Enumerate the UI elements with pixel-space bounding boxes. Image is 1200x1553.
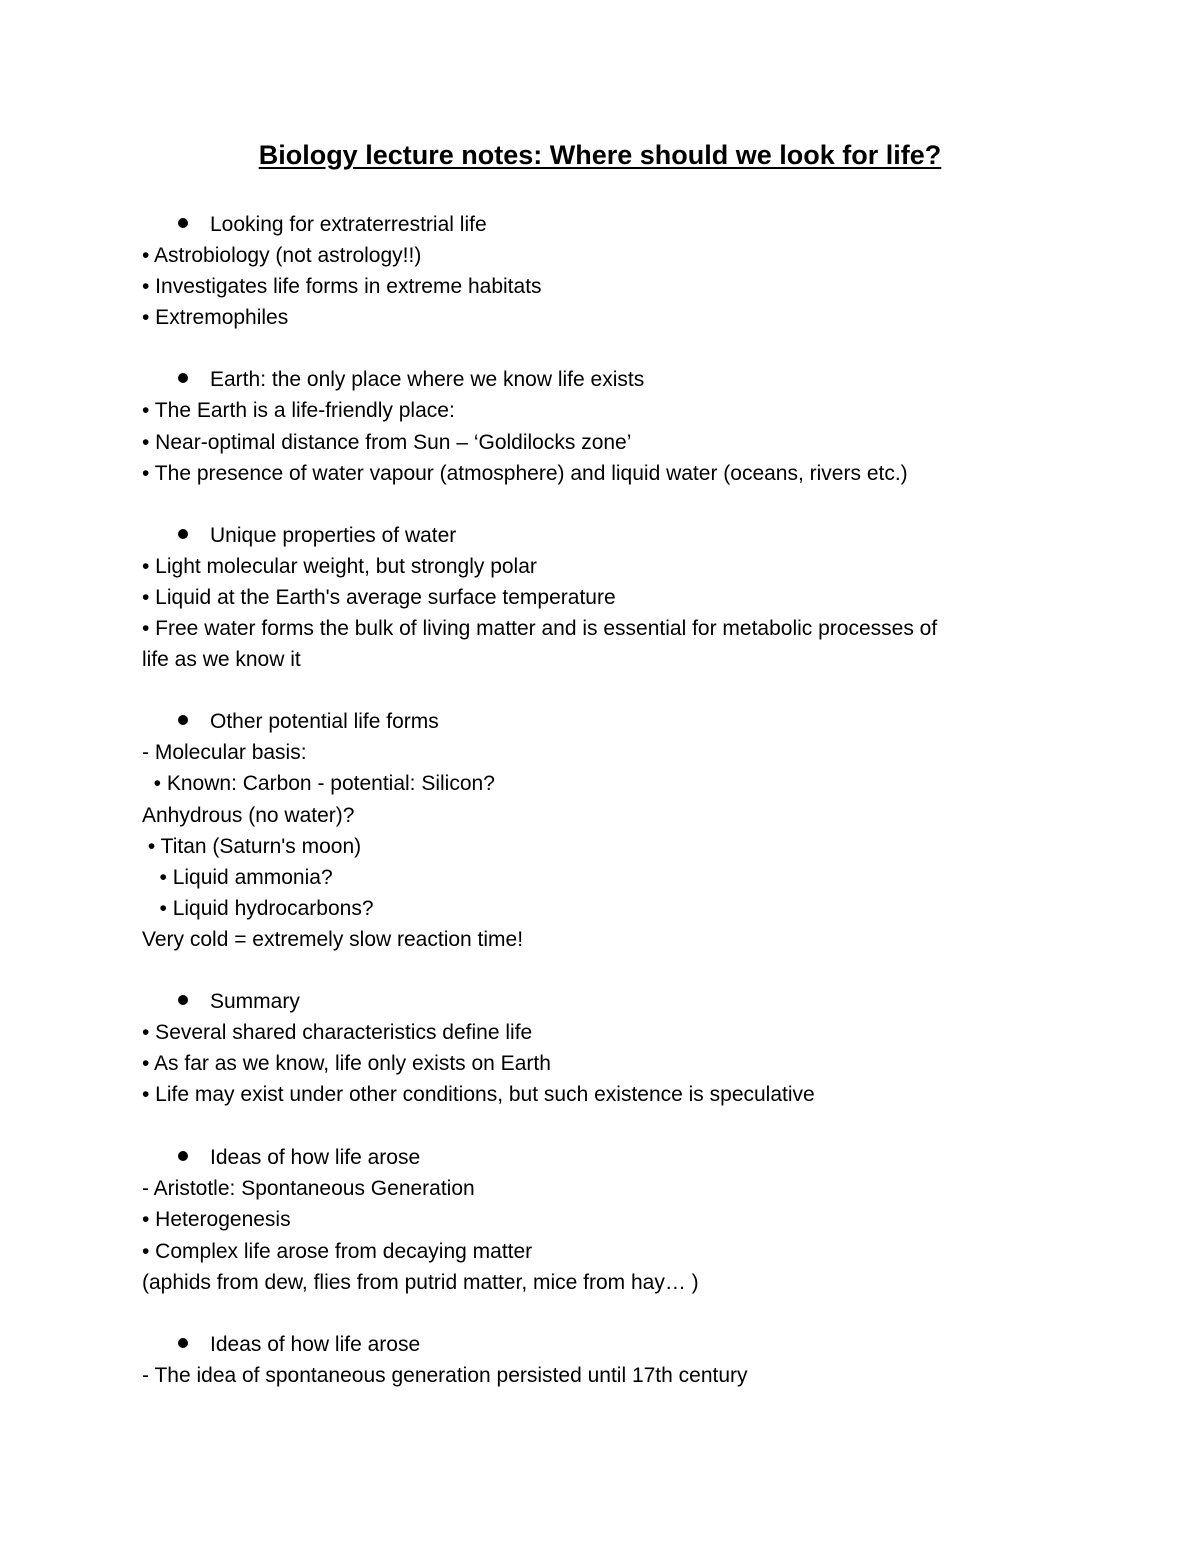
section-heading: Other potential life forms [178, 710, 439, 734]
note-line: - Molecular basis: [142, 741, 307, 764]
note-line: • Extremophiles [142, 306, 289, 329]
bullet-dot-icon [178, 1338, 188, 1348]
note-line: • Known: Carbon - potential: Silicon? [142, 772, 495, 795]
note-line: • Light molecular weight, but strongly polar [142, 555, 537, 578]
note-line: • Heterogenesis [142, 1208, 291, 1231]
note-line: • Investigates life forms in extreme habitats [142, 275, 542, 298]
section-heading: Summary [178, 990, 300, 1014]
bullet-dot-icon [178, 529, 188, 539]
note-line: - Aristotle: Spontaneous Generation [142, 1177, 475, 1200]
note-line: • Astrobiology (not astrology!!) [142, 244, 422, 267]
note-line: • Liquid at the Earth's average surface temperature [142, 586, 616, 609]
note-line: • Several shared characteristics define life [142, 1021, 533, 1044]
note-line: • Complex life arose from decaying matter [142, 1240, 533, 1263]
section-heading: Unique properties of water [178, 524, 456, 548]
bullet-dot-icon [178, 373, 188, 383]
note-line: - The idea of spontaneous generation persisted until 17th century [142, 1364, 748, 1387]
note-line: • As far as we know, life only exists on Earth [142, 1052, 551, 1075]
section-heading: Looking for extraterrestrial life [178, 213, 487, 237]
bullet-dot-icon [178, 1151, 188, 1161]
bullet-dot-icon [178, 218, 188, 228]
note-line: (aphids from dew, flies from putrid matter, mice from hay… ) [142, 1271, 699, 1294]
note-line: • Near-optimal distance from Sun – ‘Goldilocks zone’ [142, 431, 632, 454]
note-line: • The Earth is a life-friendly place: [142, 399, 455, 422]
note-line: • Free water forms the bulk of living matter and is essential for metabolic processes of [142, 617, 938, 640]
section-heading: Ideas of how life arose [178, 1146, 420, 1170]
note-line: Very cold = extremely slow reaction time! [142, 928, 524, 951]
note-line: Anhydrous (no water)? [142, 804, 355, 827]
note-line: • The presence of water vapour (atmosphere) and liquid water (oceans, rivers etc.) [142, 462, 908, 485]
note-line: life as we know it [142, 648, 301, 671]
note-line: • Titan (Saturn's moon) [142, 835, 362, 858]
section-heading: Earth: the only place where we know life exists [178, 368, 644, 392]
section-heading: Ideas of how life arose [178, 1333, 420, 1357]
note-line: • Liquid ammonia? [142, 866, 333, 889]
page-title: Biology lecture notes: Where should we look for life? [258, 140, 942, 170]
bullet-dot-icon [178, 995, 188, 1005]
note-line: • Liquid hydrocarbons? [142, 897, 374, 920]
bullet-dot-icon [178, 715, 188, 725]
note-line: • Life may exist under other conditions, but such existence is speculative [142, 1083, 815, 1106]
